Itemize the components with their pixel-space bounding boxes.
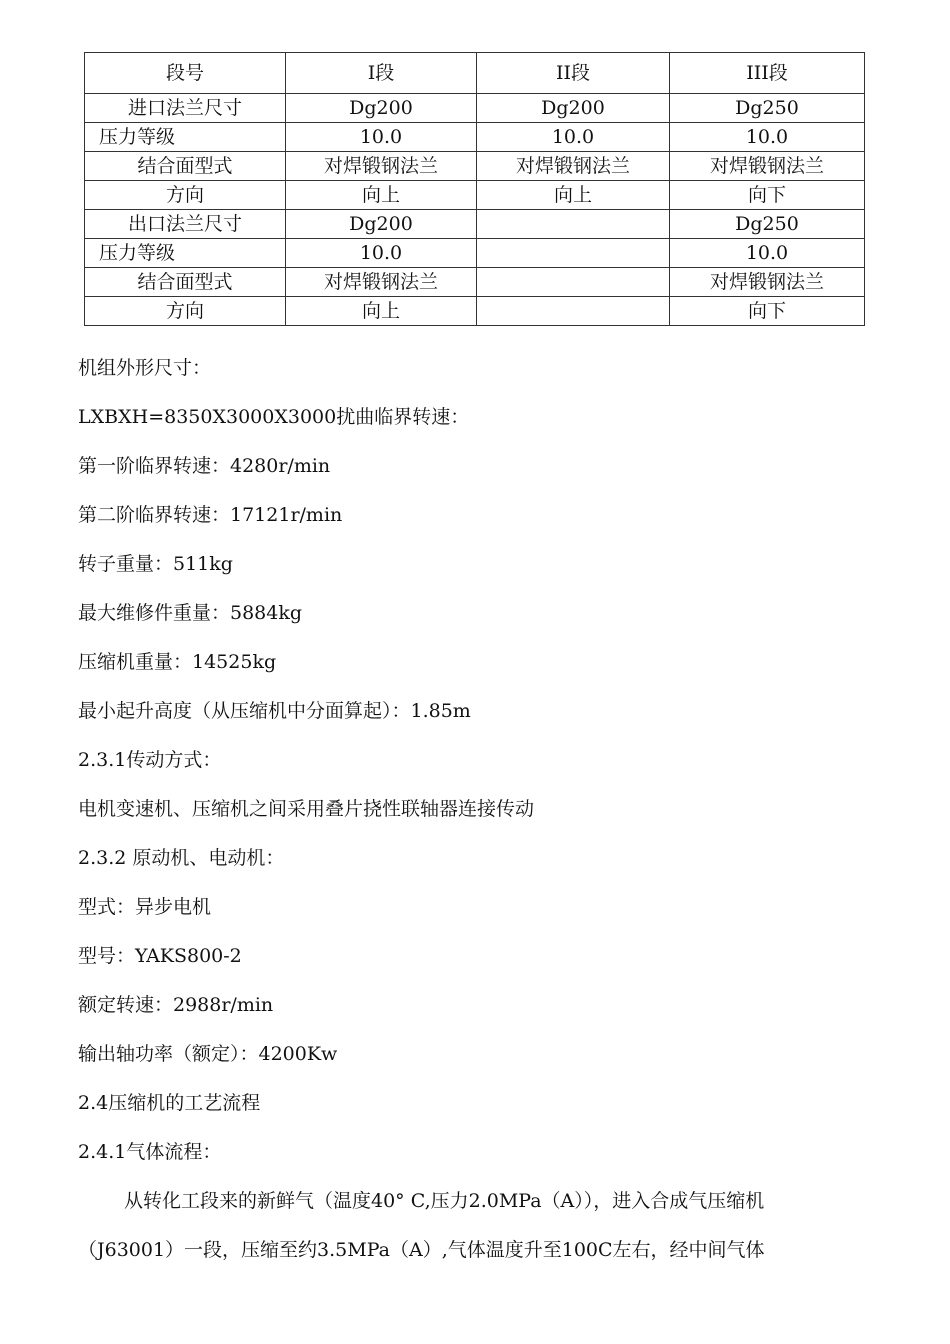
text-line-rated-speed: 额定转速：2988r/min <box>78 994 274 1016</box>
table-cell: 10.0 <box>670 239 865 268</box>
table-row <box>85 152 865 181</box>
section-heading-gas-flow: 2.4.1气体流程： <box>78 1141 222 1163</box>
table-cell <box>477 210 670 239</box>
text-line-rotor-weight: 转子重量：511kg <box>78 553 233 575</box>
table-cell: 对焊锻钢法兰 <box>670 268 865 297</box>
row-label: 方向 <box>85 181 286 210</box>
section-heading-prime-mover: 2.3.2 原动机、电动机： <box>78 847 285 869</box>
table-cell: 向上 <box>286 181 477 210</box>
row-label: 结合面型式 <box>85 268 286 297</box>
table-cell: 对焊锻钢法兰 <box>286 152 477 181</box>
header-cell-section: 段号 <box>85 53 286 94</box>
table-cell: 10.0 <box>286 123 477 152</box>
table-cell: Dg200 <box>286 210 477 239</box>
paragraph-line-1: 从转化工段来的新鲜气（温度40° C,压力2.0MPa（A）），进入合成气压缩机 <box>124 1190 765 1212</box>
table-cell: 向上 <box>286 297 477 326</box>
table-cell: Dg250 <box>670 210 865 239</box>
header-cell-stage-1: I段 <box>286 53 477 94</box>
text-line-second-critical-speed: 第二阶临界转速：17121r/min <box>78 504 343 526</box>
table-cell: 对焊锻钢法兰 <box>286 268 477 297</box>
table-cell: 对焊锻钢法兰 <box>670 152 865 181</box>
row-label: 进口法兰尺寸 <box>85 94 286 123</box>
header-cell-stage-3: III段 <box>670 53 865 94</box>
table-cell: Dg250 <box>670 94 865 123</box>
table-row <box>85 268 865 297</box>
flange-spec-table <box>84 52 865 326</box>
table-cell: Dg200 <box>477 94 670 123</box>
section-heading-process-flow: 2.4压缩机的工艺流程 <box>78 1092 261 1114</box>
table-cell: 向下 <box>670 297 865 326</box>
text-line-first-critical-speed: 第一阶临界转速：4280r/min <box>78 455 331 477</box>
table-cell: 向上 <box>477 181 670 210</box>
text-line-coupling: 电机变速机、压缩机之间采用叠片挠性联轴器连接传动 <box>78 798 535 820</box>
table-cell: 10.0 <box>670 123 865 152</box>
table-cell: 向下 <box>670 181 865 210</box>
row-label: 出口法兰尺寸 <box>85 210 286 239</box>
table-row <box>85 210 865 239</box>
table-row <box>85 181 865 210</box>
text-line-compressor-weight: 压缩机重量：14525kg <box>78 651 277 673</box>
table-row <box>85 239 865 268</box>
header-cell-stage-2: II段 <box>477 53 670 94</box>
text-line-motor-type: 型式：异步电机 <box>78 896 212 918</box>
table-cell: Dg200 <box>286 94 477 123</box>
table-cell <box>477 239 670 268</box>
table-row <box>85 123 865 152</box>
table-cell: 对焊锻钢法兰 <box>477 152 670 181</box>
text-line-min-lift-height: 最小起升高度（从压缩机中分面算起）：1.85m <box>78 700 471 722</box>
table-cell: 10.0 <box>477 123 670 152</box>
paragraph-line-2: （J63001）一段，压缩至约3.5MPa（A）,气体温度升至100C左右，经中间气体 <box>78 1239 765 1261</box>
table-cell: 10.0 <box>286 239 477 268</box>
row-label: 压力等级 <box>85 239 286 268</box>
row-label: 结合面型式 <box>85 152 286 181</box>
table-header-row <box>85 53 865 94</box>
text-line-unit-dimensions: 机组外形尺寸： <box>78 357 212 379</box>
text-line-dimensions-value: LXBXH=8350X3000X3000扰曲临界转速： <box>78 406 470 428</box>
table-cell <box>477 268 670 297</box>
document-body <box>78 348 878 1279</box>
text-line-motor-model: 型号：YAKS800-2 <box>78 945 242 967</box>
section-heading-transmission: 2.3.1传动方式： <box>78 749 222 771</box>
table-cell <box>477 297 670 326</box>
table-row <box>85 297 865 326</box>
row-label: 方向 <box>85 297 286 326</box>
text-line-max-maintenance-weight: 最大维修件重量：5884kg <box>78 602 303 624</box>
table-row <box>85 94 865 123</box>
text-line-output-power: 输出轴功率（额定）：4200Kw <box>78 1043 338 1065</box>
row-label: 压力等级 <box>85 123 286 152</box>
